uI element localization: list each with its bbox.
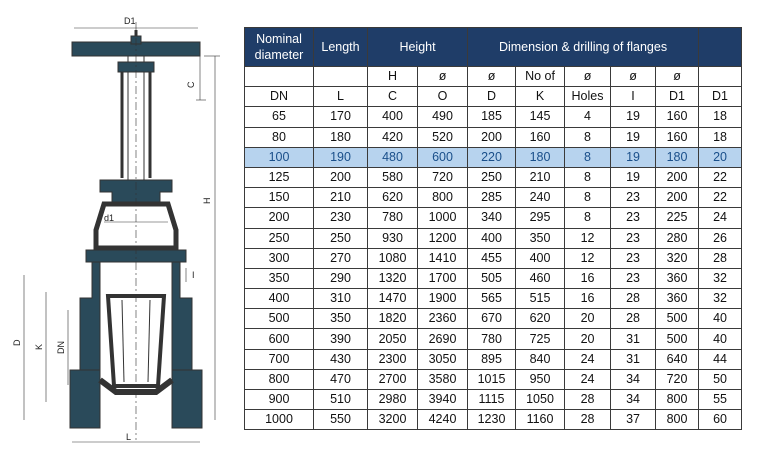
table-cell: 200 xyxy=(314,167,368,187)
table-cell: 455 xyxy=(468,248,516,268)
table-cell: 2980 xyxy=(368,390,418,410)
table-cell: 390 xyxy=(314,329,368,349)
header3-cell: C xyxy=(368,87,418,107)
table-cell: 480 xyxy=(368,147,418,167)
table-cell: 32 xyxy=(699,268,742,288)
table-cell: 1050 xyxy=(516,390,565,410)
table-cell: 180 xyxy=(516,147,565,167)
table-cell: 350 xyxy=(245,268,314,288)
table-cell: 8 xyxy=(565,147,611,167)
table-cell: 400 xyxy=(468,228,516,248)
table-cell: 1080 xyxy=(368,248,418,268)
label-i: I xyxy=(192,270,195,280)
table-cell: 32 xyxy=(699,289,742,309)
table-cell: 500 xyxy=(656,329,699,349)
table-cell: 620 xyxy=(516,309,565,329)
header2-cell: ø xyxy=(468,67,516,87)
header2-cell: ø xyxy=(611,67,656,87)
table-cell: 280 xyxy=(656,228,699,248)
table-cell: 8 xyxy=(565,208,611,228)
table-row xyxy=(245,248,742,268)
table-cell: 3940 xyxy=(418,390,468,410)
table-cell: 725 xyxy=(516,329,565,349)
table-cell: 160 xyxy=(656,127,699,147)
table-cell: 185 xyxy=(468,107,516,127)
table-cell: 290 xyxy=(314,268,368,288)
table-cell: 460 xyxy=(516,268,565,288)
table-cell: 19 xyxy=(611,107,656,127)
table-cell: 510 xyxy=(314,390,368,410)
table-cell: 1820 xyxy=(368,309,418,329)
table-cell: 350 xyxy=(516,228,565,248)
table-cell: 20 xyxy=(565,329,611,349)
table-cell: 1230 xyxy=(468,410,516,430)
table-row xyxy=(245,147,742,167)
table-cell: 900 xyxy=(245,390,314,410)
label-h: H xyxy=(202,197,212,204)
header3-cell: D1 xyxy=(699,87,742,107)
header-row-2 xyxy=(245,67,742,87)
header2-cell: ø xyxy=(418,67,468,87)
table-cell: 1200 xyxy=(418,228,468,248)
table-cell: 100 xyxy=(245,147,314,167)
table-cell: 170 xyxy=(314,107,368,127)
table-cell: 24 xyxy=(565,369,611,389)
header-blank xyxy=(699,28,742,67)
table-cell: 580 xyxy=(368,167,418,187)
label-l: L xyxy=(126,432,132,442)
table-cell: 310 xyxy=(314,289,368,309)
table-cell: 3580 xyxy=(418,369,468,389)
table-row xyxy=(245,208,742,228)
label-d1-inner: d1 xyxy=(104,213,115,223)
table-cell: 800 xyxy=(656,410,699,430)
header3-cell: K xyxy=(516,87,565,107)
table-cell: 1470 xyxy=(368,289,418,309)
table-cell: 1320 xyxy=(368,268,418,288)
table-cell: 340 xyxy=(468,208,516,228)
header2-cell: ø xyxy=(656,67,699,87)
table-cell: 2700 xyxy=(368,369,418,389)
table-cell: 31 xyxy=(611,329,656,349)
header2-cell: H xyxy=(368,67,418,87)
table-cell: 28 xyxy=(611,309,656,329)
table-cell: 55 xyxy=(699,390,742,410)
table-row xyxy=(245,349,742,369)
table-cell: 400 xyxy=(245,289,314,309)
table-cell: 16 xyxy=(565,268,611,288)
table-cell: 220 xyxy=(468,147,516,167)
table-cell: 490 xyxy=(418,107,468,127)
table-cell: 8 xyxy=(565,167,611,187)
header3-cell: D1 xyxy=(656,87,699,107)
table-cell: 360 xyxy=(656,289,699,309)
table-cell: 12 xyxy=(565,228,611,248)
table-cell: 23 xyxy=(611,208,656,228)
table-cell: 28 xyxy=(565,410,611,430)
table-cell: 230 xyxy=(314,208,368,228)
table-cell: 40 xyxy=(699,329,742,349)
table-cell: 190 xyxy=(314,147,368,167)
table-cell: 60 xyxy=(699,410,742,430)
header2-cell xyxy=(245,67,314,87)
table-cell: 700 xyxy=(245,349,314,369)
table-cell: 780 xyxy=(368,208,418,228)
table-cell: 600 xyxy=(418,147,468,167)
table-cell: 22 xyxy=(699,188,742,208)
dimension-table xyxy=(244,27,742,430)
table-row xyxy=(245,289,742,309)
table-cell: 550 xyxy=(314,410,368,430)
gate-valve-drawing xyxy=(0,0,240,460)
header-row-3 xyxy=(245,87,742,107)
table-cell: 620 xyxy=(368,188,418,208)
header2-cell xyxy=(699,67,742,87)
label-d: D xyxy=(12,339,22,346)
table-cell: 34 xyxy=(611,369,656,389)
header3-cell: DN xyxy=(245,87,314,107)
label-k: K xyxy=(34,343,44,350)
header-length: Length xyxy=(314,28,368,67)
table-cell: 640 xyxy=(656,349,699,369)
table-cell: 400 xyxy=(368,107,418,127)
table-cell: 31 xyxy=(611,349,656,369)
table-cell: 2360 xyxy=(418,309,468,329)
table-cell: 3050 xyxy=(418,349,468,369)
table-cell: 360 xyxy=(656,268,699,288)
table-cell: 40 xyxy=(699,309,742,329)
table-cell: 1410 xyxy=(418,248,468,268)
table-cell: 125 xyxy=(245,167,314,187)
table-cell: 200 xyxy=(245,208,314,228)
table-cell: 200 xyxy=(656,167,699,187)
table-cell: 80 xyxy=(245,127,314,147)
table-cell: 270 xyxy=(314,248,368,268)
table-cell: 23 xyxy=(611,228,656,248)
table-cell: 160 xyxy=(656,107,699,127)
table-cell: 145 xyxy=(516,107,565,127)
header3-cell: Holes xyxy=(565,87,611,107)
table-cell: 2690 xyxy=(418,329,468,349)
table-cell: 22 xyxy=(699,167,742,187)
table-row xyxy=(245,107,742,127)
table-row xyxy=(245,369,742,389)
table-cell: 1700 xyxy=(418,268,468,288)
table-cell: 500 xyxy=(656,309,699,329)
table-cell: 320 xyxy=(656,248,699,268)
table-row xyxy=(245,410,742,430)
table-cell: 720 xyxy=(418,167,468,187)
header3-cell: D xyxy=(468,87,516,107)
table-cell: 20 xyxy=(565,309,611,329)
table-cell: 210 xyxy=(516,167,565,187)
table-cell: 23 xyxy=(611,188,656,208)
table-cell: 515 xyxy=(516,289,565,309)
table-cell: 250 xyxy=(468,167,516,187)
header-nominal: Nominal diameter xyxy=(245,28,314,67)
table-cell: 28 xyxy=(611,289,656,309)
table-cell: 4 xyxy=(565,107,611,127)
table-row xyxy=(245,309,742,329)
table-cell: 4240 xyxy=(418,410,468,430)
table-cell: 20 xyxy=(699,147,742,167)
table-cell: 160 xyxy=(516,127,565,147)
table-cell: 780 xyxy=(468,329,516,349)
table-cell: 1160 xyxy=(516,410,565,430)
table-cell: 50 xyxy=(699,369,742,389)
table-cell: 65 xyxy=(245,107,314,127)
table-cell: 24 xyxy=(565,349,611,369)
table-cell: 8 xyxy=(565,127,611,147)
header3-cell: L xyxy=(314,87,368,107)
table-cell: 8 xyxy=(565,188,611,208)
table-row xyxy=(245,390,742,410)
table-cell: 23 xyxy=(611,248,656,268)
table-cell: 240 xyxy=(516,188,565,208)
table-cell: 250 xyxy=(245,228,314,248)
table-cell: 1000 xyxy=(418,208,468,228)
table-cell: 18 xyxy=(699,107,742,127)
table-cell: 19 xyxy=(611,147,656,167)
table-cell: 200 xyxy=(468,127,516,147)
table-cell: 505 xyxy=(468,268,516,288)
table-row xyxy=(245,188,742,208)
table-cell: 16 xyxy=(565,289,611,309)
table-cell: 950 xyxy=(516,369,565,389)
header3-cell: O xyxy=(418,87,468,107)
table-cell: 23 xyxy=(611,268,656,288)
table-cell: 150 xyxy=(245,188,314,208)
table-cell: 24 xyxy=(699,208,742,228)
table-cell: 180 xyxy=(656,147,699,167)
header2-cell: ø xyxy=(565,67,611,87)
table-cell: 930 xyxy=(368,228,418,248)
table-cell: 1900 xyxy=(418,289,468,309)
table-cell: 37 xyxy=(611,410,656,430)
table-row xyxy=(245,268,742,288)
table-cell: 200 xyxy=(656,188,699,208)
table-cell: 34 xyxy=(611,390,656,410)
table-cell: 895 xyxy=(468,349,516,369)
table-cell: 28 xyxy=(699,248,742,268)
table-cell: 180 xyxy=(314,127,368,147)
table-cell: 1115 xyxy=(468,390,516,410)
table-cell: 800 xyxy=(245,369,314,389)
header2-cell: No of xyxy=(516,67,565,87)
header-row-1 xyxy=(245,28,742,67)
label-d1-top: D1 xyxy=(124,16,136,26)
table-cell: 720 xyxy=(656,369,699,389)
header3-cell: I xyxy=(611,87,656,107)
table-cell: 670 xyxy=(468,309,516,329)
table-cell: 285 xyxy=(468,188,516,208)
table-row xyxy=(245,329,742,349)
table-cell: 250 xyxy=(314,228,368,248)
table-cell: 840 xyxy=(516,349,565,369)
table-cell: 800 xyxy=(418,188,468,208)
table-cell: 210 xyxy=(314,188,368,208)
table-cell: 18 xyxy=(699,127,742,147)
table-cell: 295 xyxy=(516,208,565,228)
table-cell: 3200 xyxy=(368,410,418,430)
table-cell: 470 xyxy=(314,369,368,389)
table-body xyxy=(245,107,742,430)
table-cell: 26 xyxy=(699,228,742,248)
table-cell: 400 xyxy=(516,248,565,268)
table-cell: 2300 xyxy=(368,349,418,369)
table-row xyxy=(245,228,742,248)
table-cell: 520 xyxy=(418,127,468,147)
header-flanges: Dimension & drilling of flanges xyxy=(468,28,699,67)
table-cell: 600 xyxy=(245,329,314,349)
table-cell: 225 xyxy=(656,208,699,228)
table-cell: 1015 xyxy=(468,369,516,389)
table-row xyxy=(245,127,742,147)
table-cell: 500 xyxy=(245,309,314,329)
table-cell: 19 xyxy=(611,167,656,187)
label-c: C xyxy=(186,81,196,88)
table-cell: 44 xyxy=(699,349,742,369)
table-cell: 420 xyxy=(368,127,418,147)
table-cell: 800 xyxy=(656,390,699,410)
label-dn: DN xyxy=(56,341,66,354)
table-cell: 300 xyxy=(245,248,314,268)
table-cell: 12 xyxy=(565,248,611,268)
table-cell: 28 xyxy=(565,390,611,410)
table-cell: 1000 xyxy=(245,410,314,430)
header-height: Height xyxy=(368,28,468,67)
table-cell: 565 xyxy=(468,289,516,309)
table-cell: 350 xyxy=(314,309,368,329)
table-cell: 19 xyxy=(611,127,656,147)
header2-cell xyxy=(314,67,368,87)
table-row xyxy=(245,167,742,187)
table-cell: 430 xyxy=(314,349,368,369)
table-cell: 2050 xyxy=(368,329,418,349)
